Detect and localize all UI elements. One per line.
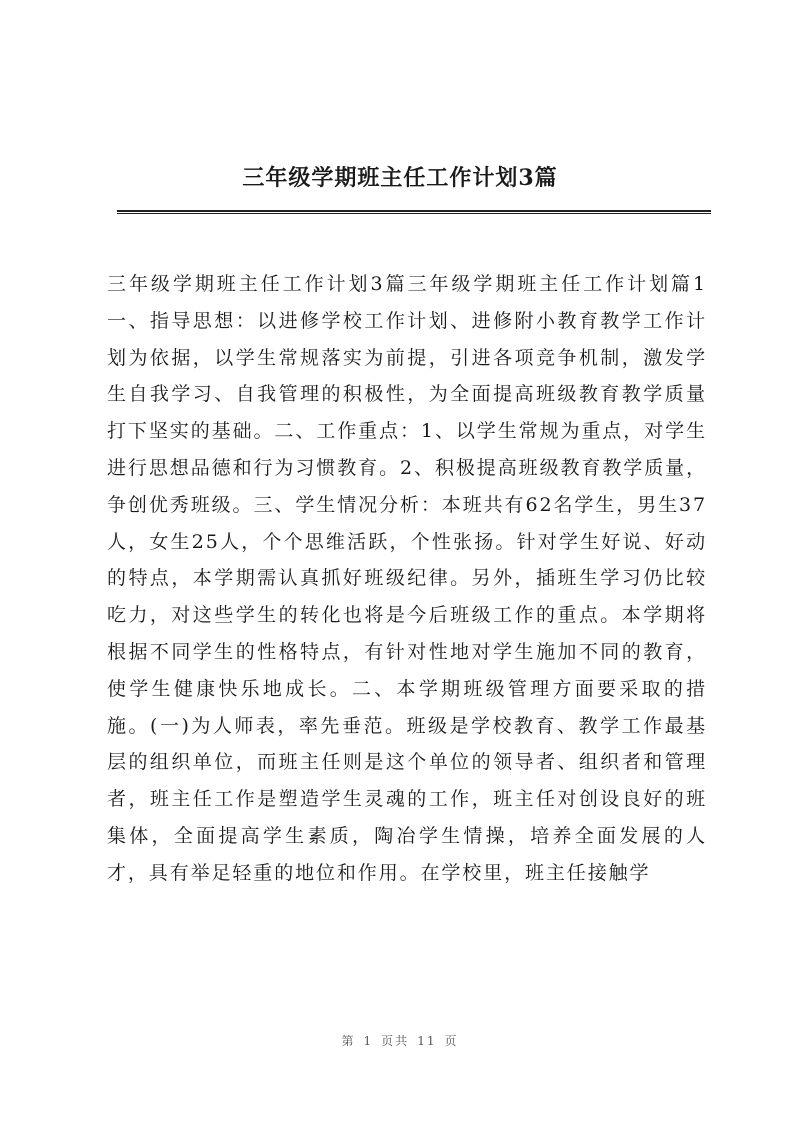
document-body: 三年级学期班主任工作计划3篇三年级学期班主任工作计划篇1一、指导思想：以进修学校工作计划、进修附小教育教学工作计划为依据，以学生常规落实为前提，引进各项竞争机制，激发学生自我学习、自我管理的积极性，为全面提高班级教育教学质量打下坚实的基础。二、工作重点：1、以学生常规为重点，对学生进行思想品德和行为习惯教育。2、积极提高班级教育教学质量，争创优秀班级。三、学生情况分析：本班共有62名学生，男生37人，女生25人，个个思维活跃，个性张扬。针对学生好说、好动的特点，本学期需认真抓好班级纪律。另外，插班生学习仍比较吃力，对这些学生的转化也将是今后班级工作的重点。本学期将根据不同学生的性格特点，有针对性地对学生施加不同的教育，使学生健康快乐地成长。二、本学期班级管理方面要采取的措施。(一)为人师表，率先垂范。班级是学校教育、教学工作最基层的组织单位，而班主任则是这个单位的领导者、组织者和管理者，班主任工作是塑造学生灵魂的工作，班主任对创设良好的班集体，全面提高学生素质，陶冶学生情操，培养全面发展的人才，具有举足轻重的地位和作用。在学校里，班主任接触学 [107, 273, 707, 884]
document-title: 三年级学期班主任工作计划3篇 [242, 165, 558, 191]
footer-total-pages: 11 [417, 1034, 437, 1048]
footer-suffix: 页 [444, 1034, 459, 1048]
footer-prefix: 第 [341, 1034, 356, 1048]
title-underline [117, 210, 711, 214]
footer-page-number: 1 [363, 1034, 374, 1048]
footer-middle: 页共 [381, 1034, 410, 1048]
page-footer [0, 1032, 800, 1049]
